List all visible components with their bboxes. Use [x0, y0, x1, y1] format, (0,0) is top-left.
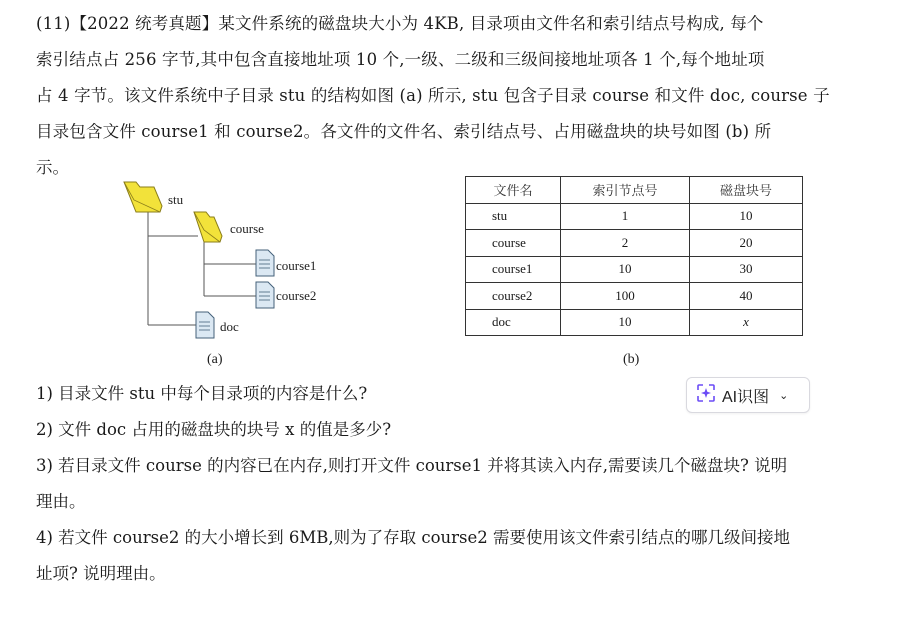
cell-block: 40	[690, 283, 803, 310]
node-label-course2: course2	[276, 288, 317, 303]
node-label-doc: doc	[220, 319, 239, 334]
cell-filename: course1	[466, 256, 561, 283]
problem-line: 示。	[36, 158, 69, 177]
cell-block: 10	[690, 203, 803, 230]
question-item: 1) 目录文件 stu 中每个目录项的内容是什么?	[36, 384, 368, 403]
figure-a-caption: (a)	[207, 352, 223, 367]
folder-icon	[124, 182, 162, 212]
problem-line: 占 4 字节。该文件系统中子目录 stu 的结构如图 (a) 所示, stu 包含子目录 course 和文件 doc, course 子	[36, 86, 830, 105]
table-row	[466, 230, 803, 257]
cell-filename: course	[466, 230, 561, 257]
document-icon	[196, 312, 214, 338]
node-label-stu: stu	[168, 192, 184, 207]
cell-inode: 10	[561, 309, 690, 336]
table-row	[466, 309, 803, 336]
column-header: 磁盘块号	[690, 177, 803, 204]
table-row	[466, 256, 803, 283]
cell-inode: 2	[561, 230, 690, 257]
column-header: 文件名	[466, 177, 561, 204]
cell-block: 20	[690, 230, 803, 257]
ai-button-label: AI识图	[722, 388, 770, 406]
document-icon	[256, 250, 274, 276]
node-label-course: course	[230, 221, 264, 236]
column-header: 索引节点号	[561, 177, 690, 204]
problem-line: 目录包含文件 course1 和 course2。各文件的文件名、索引结点号、占用磁盘块的块号如图 (b) 所	[36, 122, 772, 141]
problem-line: (11)【2022 统考真题】某文件系统的磁盘块大小为 4KB, 目录项由文件名和索引结点号构成, 每个	[36, 14, 764, 33]
document-icon	[256, 282, 274, 308]
node-label-course1: course1	[276, 258, 317, 273]
cell-filename: stu	[466, 203, 561, 230]
question-item: 址项? 说明理由。	[36, 564, 166, 583]
directory-tree-figure	[110, 178, 350, 370]
cell-inode: 1	[561, 203, 690, 230]
cell-inode: 10	[561, 256, 690, 283]
cell-filename: doc	[466, 309, 561, 336]
figure-b-caption: (b)	[623, 352, 640, 367]
cell-filename: course2	[466, 283, 561, 310]
ai-sparkle-icon	[696, 383, 716, 408]
folder-icon	[194, 212, 222, 242]
cell-inode: 100	[561, 283, 690, 310]
table-row	[466, 283, 803, 310]
file-info-table	[465, 176, 803, 336]
question-item: 4) 若文件 course2 的大小增长到 6MB,则为了存取 course2 需要使用该文件索引结点的哪几级间接地	[36, 528, 791, 547]
cell-block: x	[690, 309, 803, 336]
table-header-row	[466, 177, 803, 204]
problem-line: 索引结点占 256 字节,其中包含直接地址项 10 个,一级、二级和三级间接地址项各 1 个,每个地址项	[36, 50, 765, 69]
table-row	[466, 203, 803, 230]
problem-statement	[36, 6, 896, 186]
question-item: 理由。	[36, 492, 86, 511]
ai-image-recognition-button[interactable]	[686, 377, 810, 413]
cell-block: 30	[690, 256, 803, 283]
chevron-down-icon[interactable]: ⌄	[779, 389, 789, 402]
question-item: 2) 文件 doc 占用的磁盘块的块号 x 的值是多少?	[36, 420, 392, 439]
directory-tree-diagram	[110, 178, 350, 353]
question-item: 3) 若目录文件 course 的内容已在内存,则打开文件 course1 并将其读入内存,需要读几个磁盘块? 说明	[36, 456, 788, 475]
